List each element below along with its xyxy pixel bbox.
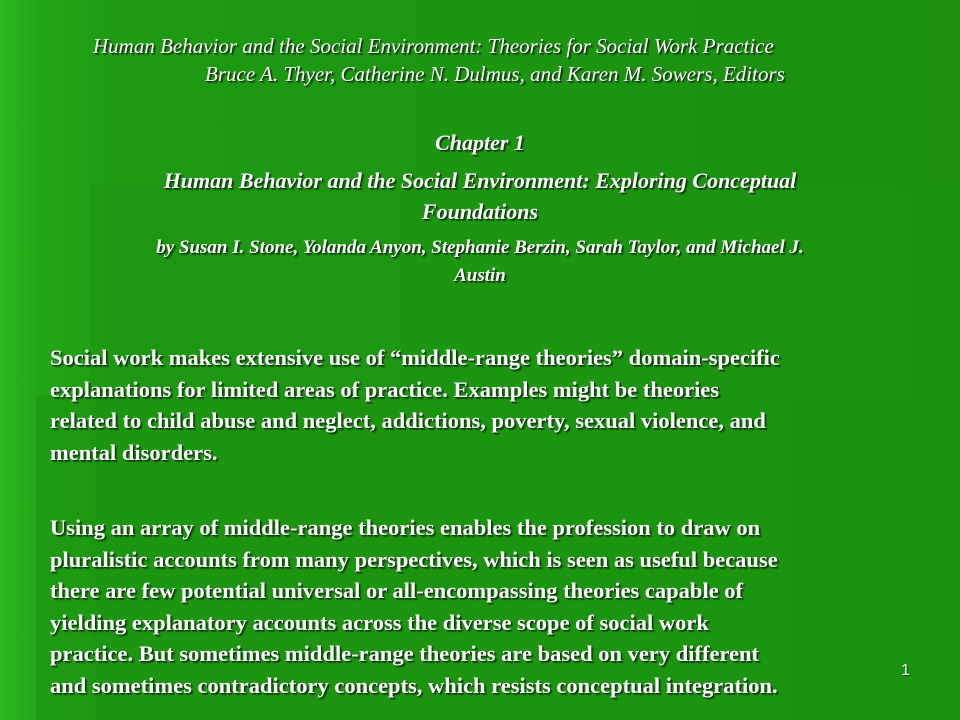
paragraph-line: and sometimes contradictory concepts, which resists conceptual integration.: [50, 672, 778, 698]
page-number: 1: [901, 662, 910, 679]
chapter-label: Chapter 1: [435, 130, 525, 155]
chapter-authors-line1: by Susan I. Stone, Yolanda Anyon, Stephanie Berzin, Sarah Taylor, and Michael J.: [156, 237, 804, 258]
paragraph-line: practice. But sometimes middle-range theories are based on very different: [50, 641, 760, 666]
paragraph-line: explanations for limited areas of practice. Examples might be theories: [50, 376, 720, 402]
paragraph-line: pluralistic accounts from many perspectives, which is seen as useful because: [50, 546, 778, 572]
book-editors: Bruce A. Thyer, Catherine N. Dulmus, and Karen M. Sowers, Editors: [205, 62, 785, 86]
paragraph-1: [50, 342, 780, 468]
book-title: Human Behavior and the Social Environment: Theories for Social Work Practice: [93, 34, 774, 58]
chapter-authors-line2: Austin: [454, 265, 506, 286]
paragraph-line: yielding explanatory accounts across the diverse scope of social work: [50, 609, 709, 635]
paragraph-2: [50, 512, 778, 701]
chapter-title-line1: Human Behavior and the Social Environment: Exploring Conceptual: [163, 168, 797, 193]
paragraph-line: Social work makes extensive use of “middle-range theories” domain-specific: [50, 345, 780, 370]
chapter-title-line2: Foundations: [421, 199, 539, 224]
paragraph-line: related to child abuse and neglect, addictions, poverty, sexual violence, and: [50, 408, 766, 433]
paragraph-line: mental disorders.: [50, 439, 218, 465]
paragraph-line: Using an array of middle-range theories enables the profession to draw on: [50, 515, 761, 540]
paragraph-line: there are few potential universal or all-encompassing theories capable of: [50, 578, 744, 603]
